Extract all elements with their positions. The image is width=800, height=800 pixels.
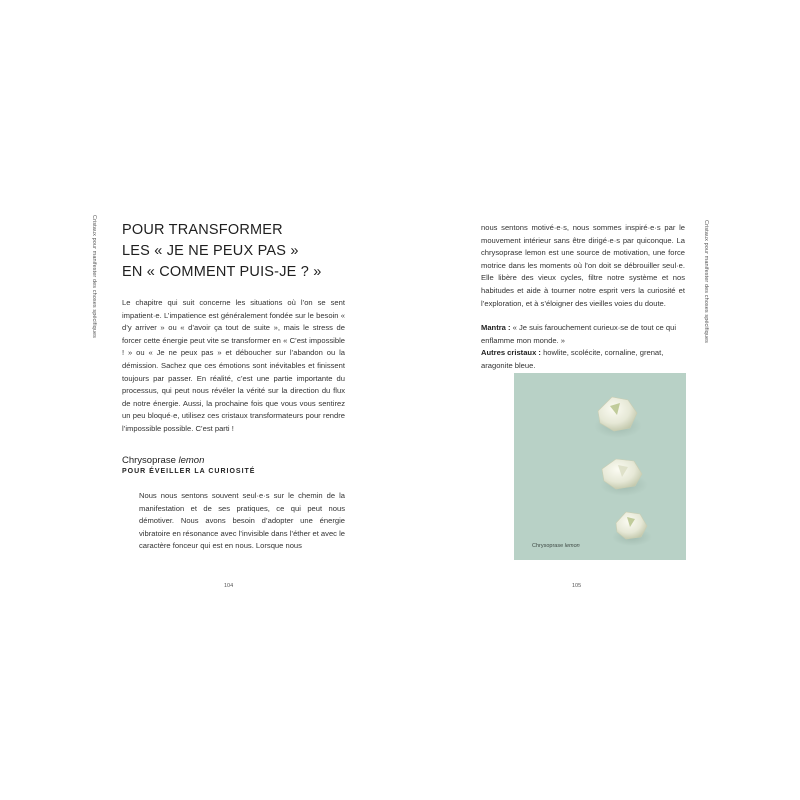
mantra-label: Mantra :	[481, 323, 511, 332]
crystal-body-part-1: Nous nous sentons souvent seul·e·s sur le chemin de la manifestation et de ses pratiques, ce qui peut nous démotiver. Nous avons besoin d’adopter une énergie vibratoire en résonance avec l’invisible dans l’éther et avec le caractère fonceur qui est en nous. Lorsque nous	[139, 491, 345, 551]
photo-caption-variety: lemon	[564, 543, 580, 549]
mantra-block	[481, 322, 685, 372]
crystal-name-variety: lemon	[178, 455, 205, 466]
crystal-name-main: Chrysoprase	[122, 455, 176, 466]
mantra-text: « Je suis farouchement curieux·se de tout ce qui enflamme mon monde. »	[481, 323, 677, 345]
other-crystals-line	[481, 347, 685, 372]
stone-3	[616, 512, 647, 539]
mantra-line	[481, 322, 685, 347]
chapter-title-line-1: POUR TRANSFORMER	[122, 222, 283, 238]
crystal-name	[122, 455, 204, 466]
crystal-photo	[514, 373, 686, 560]
chapter-title-line-2: LES « JE NE PEUX PAS »	[122, 243, 299, 259]
chapter-intro: Le chapitre qui suit concerne les situations où l’on se sent impatient·e. L’impatience est généralement fondée sur le besoin « d’y arriver » ou « d’avoir ça tout de suite », mais le stress de forcer cette énergie peut vite se transformer en « C’est impossible ! » ou « Je ne peux pas » et déboucher sur l’abandon ou la démission. Sachez que ces émotions sont inévitables et finissent toujours par passer. En réalité, c’est une partie importante du processus, qui peut nous révéler la vérité sur la direction du flux de notre énergie. Aussi, la prochaine fois que vous vous sentirez un peu bloqué·e, utilisez ces cristaux transformateurs pour rendre l’impossible possible. C’est parti !	[122, 298, 345, 433]
page-number-right: 105	[572, 583, 582, 589]
photo-caption-main: Chrysoprase	[532, 543, 564, 549]
right-running-header: Cristaux pour manifester des choses spécifiques	[703, 220, 709, 344]
page-number-left: 104	[224, 583, 234, 589]
crystal-stones-illustration	[514, 373, 686, 560]
chapter-title	[122, 220, 322, 283]
photo-caption	[532, 543, 580, 549]
other-crystals-label: Autres cristaux :	[481, 348, 541, 358]
other-crystals-text: howlite, scolécite, cornaline, grenat, aragonite bleue.	[481, 348, 664, 370]
crystal-body-part-2: nous sentons motivé·e·s, nous sommes inspiré·e·s par le mouvement intérieur sans être dirigé·e·s par quiconque. La chrysoprase lemon est une source de motivation, une force motrice dans les moments où l’on doit se débrouiller seul·e. Elle libère des vieux cycles, filtre notre système et nos habitudes et aide à tourner notre esprit vers la curiosité et l’exploration, et à s’éloigner des vieilles voies du doute.	[481, 223, 685, 308]
chapter-title-line-3: EN « COMMENT PUIS-JE ? »	[122, 264, 322, 280]
crystal-subtitle: POUR ÉVEILLER LA CURIOSITÉ	[122, 468, 256, 475]
left-running-header: Cristaux pour manifester des choses spécifiques	[91, 215, 97, 339]
